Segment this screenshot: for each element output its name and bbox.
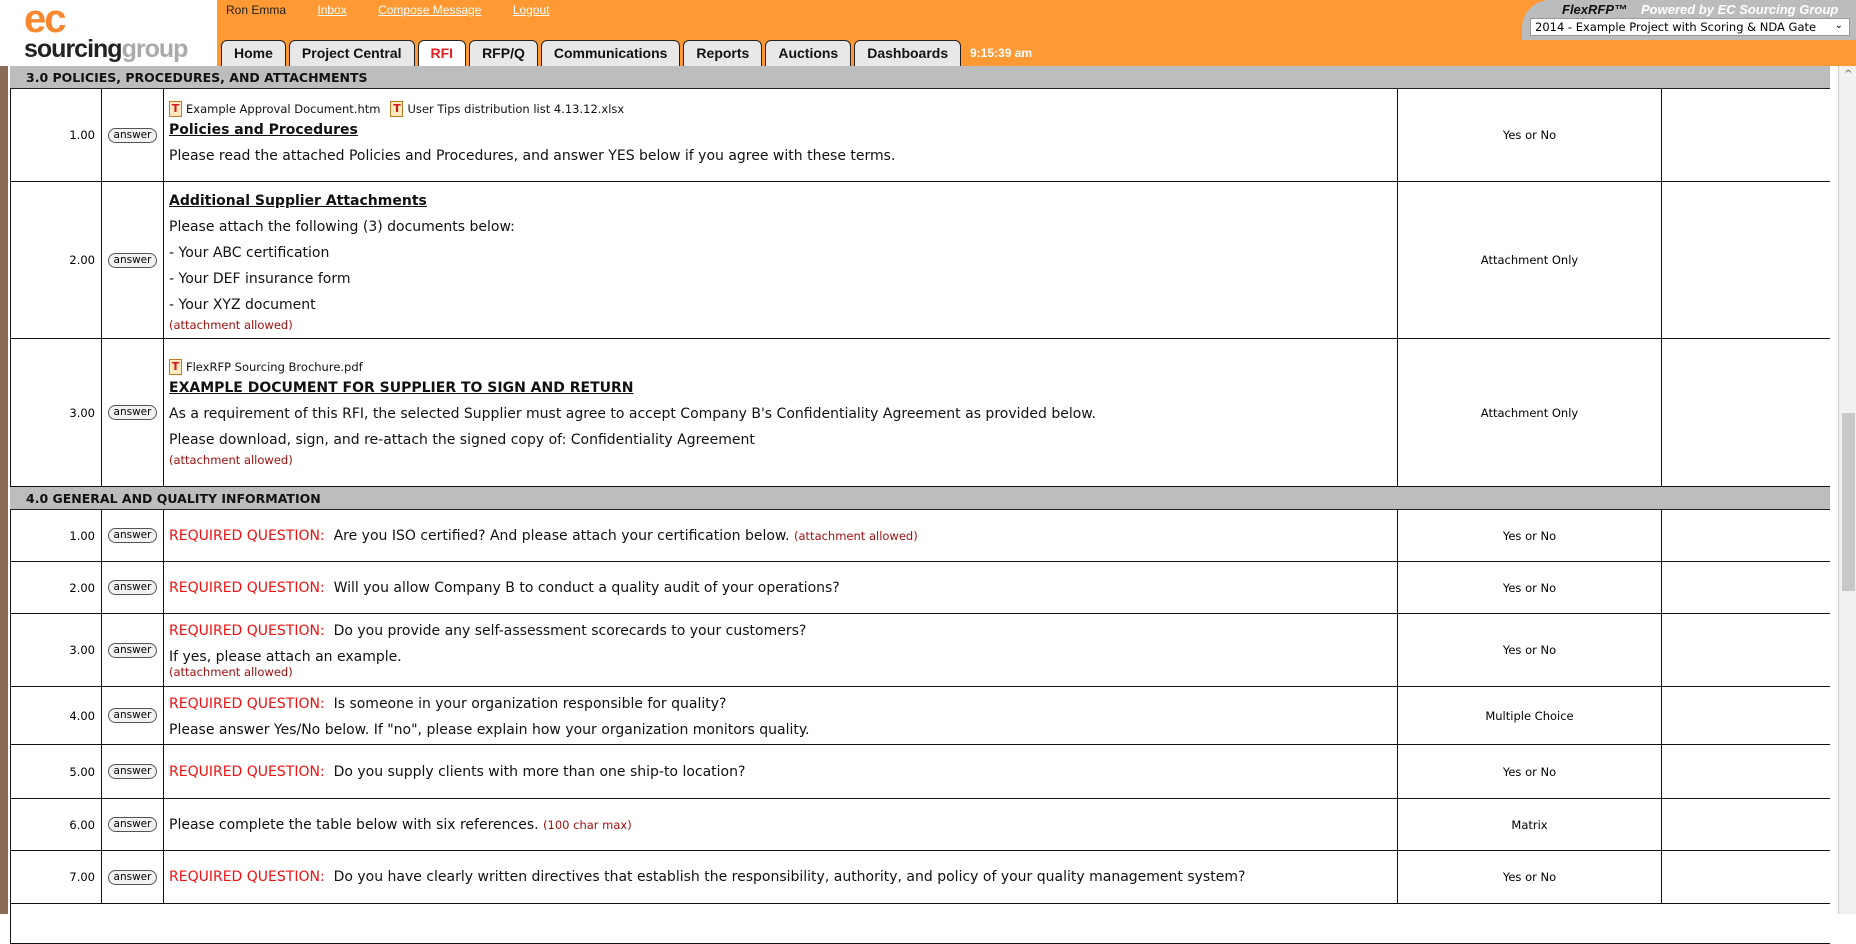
section-header: 3.0 POLICIES, PROCEDURES, AND ATTACHMENTS bbox=[10, 66, 1830, 89]
answer-button[interactable]: answer bbox=[108, 817, 158, 832]
attachment-name: FlexRFP Sourcing Brochure.pdf bbox=[186, 359, 363, 374]
question-line: - Your ABC certification bbox=[169, 245, 330, 261]
score-cell bbox=[1662, 687, 1830, 744]
user-name: Ron Emma bbox=[226, 3, 287, 17]
score-cell bbox=[1662, 851, 1830, 903]
question-text bbox=[169, 623, 1392, 639]
answer-cell bbox=[102, 745, 164, 798]
question-body: Do you supply clients with more than one ship-to location? bbox=[333, 763, 746, 780]
question-text-cell bbox=[164, 799, 1398, 850]
question-number: 4.00 bbox=[11, 687, 102, 744]
left-edge bbox=[0, 66, 8, 914]
answer-cell bbox=[102, 851, 164, 903]
answer-button[interactable]: answer bbox=[108, 708, 158, 723]
question-text bbox=[169, 817, 1392, 833]
answer-button[interactable]: answer bbox=[108, 580, 158, 595]
question-row bbox=[10, 182, 1830, 339]
question-extra: If yes, please attach an example. bbox=[169, 649, 402, 665]
score-cell bbox=[1662, 614, 1830, 686]
question-text bbox=[169, 764, 1392, 780]
question-body: Is someone in your organization responsible for quality? bbox=[333, 695, 727, 712]
score-cell bbox=[1662, 89, 1830, 181]
question-text bbox=[169, 869, 1392, 885]
scroll-up-icon[interactable]: ^ bbox=[1844, 69, 1853, 80]
document-icon: T bbox=[390, 101, 403, 117]
response-type: Yes or No bbox=[1398, 562, 1662, 613]
questionnaire bbox=[10, 66, 1830, 944]
tab-reports[interactable]: Reports bbox=[683, 40, 762, 66]
inbox-link[interactable]: Inbox bbox=[317, 3, 347, 17]
project-select[interactable]: 2014 - Example Project with Scoring & NDA Gate ⌄ bbox=[1530, 18, 1850, 36]
question-row bbox=[10, 687, 1830, 745]
question-heading: EXAMPLE DOCUMENT FOR SUPPLIER TO SIGN AND RETURN bbox=[169, 379, 634, 396]
attachment-note: (attachment allowed) bbox=[169, 665, 293, 679]
response-type: Multiple Choice bbox=[1398, 687, 1662, 744]
main-tabs bbox=[221, 40, 961, 66]
score-cell bbox=[1662, 799, 1830, 850]
response-type: Matrix bbox=[1398, 799, 1662, 850]
required-label: REQUIRED QUESTION: bbox=[169, 623, 325, 639]
answer-button[interactable]: answer bbox=[108, 764, 158, 779]
question-number: 3.00 bbox=[11, 614, 102, 686]
question-text-cell bbox=[164, 562, 1398, 613]
question-row bbox=[10, 562, 1830, 614]
question-line: As a requirement of this RFI, the selected Supplier must agree to accept Company B's Confidentiality Agreement as provided below. bbox=[169, 405, 1096, 422]
response-type: Yes or No bbox=[1398, 745, 1662, 798]
answer-cell bbox=[102, 687, 164, 744]
question-row bbox=[10, 339, 1830, 487]
question-row bbox=[10, 799, 1830, 851]
compose-message-link[interactable]: Compose Message bbox=[378, 3, 482, 17]
logout-link[interactable]: Logout bbox=[512, 3, 550, 17]
question-number: 1.00 bbox=[11, 510, 102, 561]
question-body: Will you allow Company B to conduct a quality audit of your operations? bbox=[333, 579, 840, 596]
question-text bbox=[169, 528, 1392, 544]
response-type: Yes or No bbox=[1398, 510, 1662, 561]
question-line: Please attach the following (3) documents below: bbox=[169, 219, 515, 235]
answer-button[interactable]: answer bbox=[108, 870, 158, 885]
required-label: REQUIRED QUESTION: bbox=[169, 527, 325, 544]
tab-rfi[interactable]: RFI bbox=[418, 40, 467, 66]
score-cell bbox=[1662, 745, 1830, 798]
answer-button[interactable]: answer bbox=[108, 528, 158, 543]
attachment-link[interactable] bbox=[390, 101, 624, 117]
document-icon: T bbox=[169, 359, 182, 375]
answer-cell bbox=[102, 89, 164, 181]
clock: 9:15:39 am bbox=[970, 46, 1033, 60]
document-icon: T bbox=[169, 101, 182, 117]
answer-cell bbox=[102, 799, 164, 850]
question-body: Are you ISO certified? And please attach your certification below. bbox=[333, 527, 790, 544]
attachment-name: Example Approval Document.htm bbox=[186, 102, 381, 116]
tab-dashboards[interactable]: Dashboards bbox=[854, 40, 961, 66]
question-line: Please download, sign, and re-attach the signed copy of: Confidentiality Agreement bbox=[169, 431, 755, 448]
question-note: (attachment allowed) bbox=[794, 528, 918, 543]
question-number: 1.00 bbox=[11, 89, 102, 181]
section-header: 4.0 GENERAL AND QUALITY INFORMATION bbox=[10, 487, 1830, 510]
question-text-cell bbox=[164, 339, 1398, 486]
question-row bbox=[10, 745, 1830, 799]
question-line: - Your XYZ document bbox=[169, 297, 316, 313]
score-cell bbox=[1662, 562, 1830, 613]
question-text-cell bbox=[164, 745, 1398, 798]
question-line: - Your DEF insurance form bbox=[169, 271, 351, 287]
question-text bbox=[169, 580, 1392, 596]
question-text-cell bbox=[164, 510, 1398, 561]
chevron-down-icon: ⌄ bbox=[1834, 20, 1843, 31]
question-number: 6.00 bbox=[11, 799, 102, 850]
answer-button[interactable]: answer bbox=[108, 253, 158, 268]
question-body: Do you provide any self-assessment scorecards to your customers? bbox=[333, 623, 807, 639]
question-row bbox=[10, 904, 1830, 944]
question-line: Please read the attached Policies and Procedures, and answer YES below if you agree with these terms. bbox=[169, 148, 896, 164]
question-number: 2.00 bbox=[11, 562, 102, 613]
question-row bbox=[10, 89, 1830, 182]
tab-project-central[interactable]: Project Central bbox=[289, 40, 415, 66]
question-heading: Additional Supplier Attachments bbox=[169, 193, 427, 209]
response-type: Attachment Only bbox=[1398, 182, 1662, 338]
question-body: Please complete the table below with six references. bbox=[169, 816, 539, 833]
attachment-note: (attachment allowed) bbox=[169, 318, 293, 332]
answer-button[interactable]: answer bbox=[108, 643, 158, 658]
scrollbar-thumb[interactable] bbox=[1842, 413, 1855, 591]
app-header bbox=[0, 0, 1856, 66]
attachment-link[interactable] bbox=[169, 101, 380, 117]
attachment-name: User Tips distribution list 4.13.12.xlsx bbox=[407, 102, 625, 116]
required-label: REQUIRED QUESTION: bbox=[169, 695, 325, 712]
score-cell bbox=[1662, 182, 1830, 338]
required-label: REQUIRED QUESTION: bbox=[169, 579, 325, 596]
attachment-note: (attachment allowed) bbox=[169, 452, 293, 467]
answer-cell bbox=[102, 510, 164, 561]
question-body: Do you have clearly written directives that establish the responsibility, authority, and policy of your quality management system? bbox=[333, 869, 1246, 885]
question-row bbox=[10, 851, 1830, 904]
response-type: Yes or No bbox=[1398, 851, 1662, 903]
response-type: Yes or No bbox=[1398, 89, 1662, 181]
tab-auctions[interactable]: Auctions bbox=[765, 40, 851, 66]
question-text-cell bbox=[164, 89, 1398, 181]
question-text-cell bbox=[164, 614, 1398, 686]
scrollbar[interactable] bbox=[1838, 66, 1856, 914]
question-heading: Policies and Procedures bbox=[169, 122, 358, 138]
question-number: 3.00 bbox=[11, 339, 102, 486]
answer-cell bbox=[102, 339, 164, 486]
attachments bbox=[169, 101, 1392, 117]
tab-home[interactable]: Home bbox=[221, 40, 286, 66]
brand-panel: FlexRFP™ Powered by EC Sourcing Group 2014 - Example Project with Scoring & NDA Gate ⌄ bbox=[1522, 0, 1856, 40]
tab-rfp-q[interactable]: RFP/Q bbox=[469, 40, 538, 66]
score-cell bbox=[1662, 339, 1830, 486]
required-label: REQUIRED QUESTION: bbox=[169, 763, 325, 780]
attachment-link[interactable] bbox=[169, 359, 363, 375]
question-extra: Please answer Yes/No below. If "no", please explain how your organization monitors quality. bbox=[169, 721, 810, 738]
question-text-cell bbox=[164, 182, 1398, 338]
attachments bbox=[169, 359, 1392, 375]
logo: ec sourcinggroup bbox=[0, 0, 217, 66]
question-text bbox=[169, 696, 1392, 712]
tab-communications[interactable]: Communications bbox=[541, 40, 681, 66]
required-label: REQUIRED QUESTION: bbox=[169, 869, 325, 885]
question-number: 2.00 bbox=[11, 182, 102, 338]
answer-cell bbox=[102, 182, 164, 338]
question-text-cell bbox=[164, 851, 1398, 903]
answer-cell bbox=[102, 562, 164, 613]
score-cell bbox=[1662, 510, 1830, 561]
answer-button[interactable]: answer bbox=[108, 128, 158, 143]
question-number: 5.00 bbox=[11, 745, 102, 798]
question-text-cell bbox=[164, 687, 1398, 744]
question-row bbox=[10, 510, 1830, 562]
answer-cell bbox=[102, 614, 164, 686]
question-number: 7.00 bbox=[11, 851, 102, 903]
question-note: (100 char max) bbox=[543, 817, 632, 832]
response-type: Yes or No bbox=[1398, 614, 1662, 686]
answer-button[interactable]: answer bbox=[108, 405, 158, 420]
response-type: Attachment Only bbox=[1398, 339, 1662, 486]
question-row bbox=[10, 614, 1830, 687]
